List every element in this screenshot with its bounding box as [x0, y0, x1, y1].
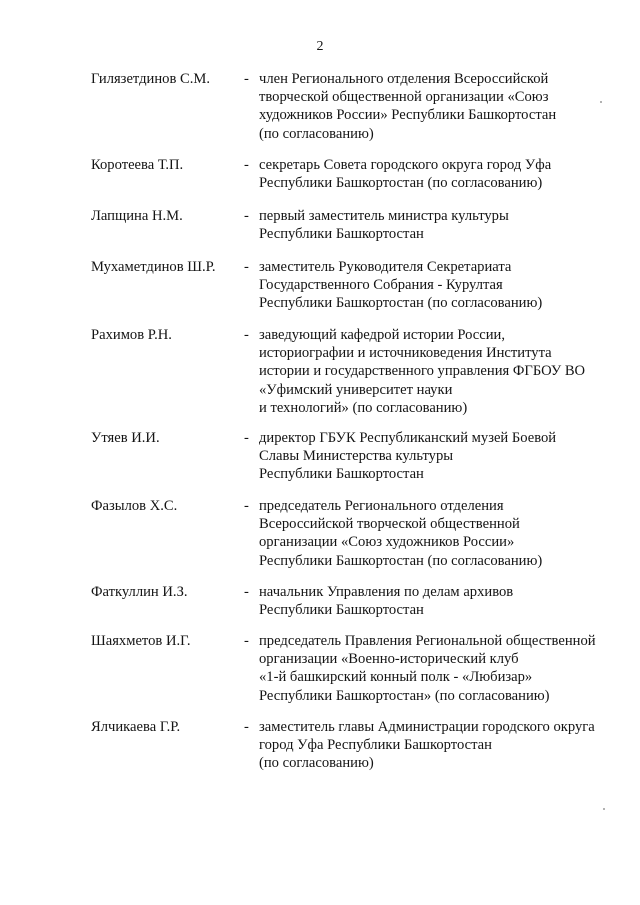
member-role	[259, 258, 631, 313]
role-line: член Регионального отделения Всероссийской	[259, 71, 549, 87]
member-name: Мухаметдинов Ш.Р.	[91, 259, 216, 275]
member-name: Фаткуллин И.З.	[91, 584, 188, 600]
role-line: организации «Союз художников России»	[259, 534, 515, 551]
separator-dash: -	[244, 71, 249, 87]
role-line: Всероссийской творческой общественной	[259, 516, 520, 533]
role-line: заведующий кафедрой истории России,	[259, 327, 505, 343]
member-role	[259, 583, 631, 619]
role-line: Государственного Собрания - Курултая	[259, 277, 503, 294]
member-role	[259, 207, 631, 243]
role-line: «1-й башкирский конный полк - «Любизар»	[259, 669, 533, 686]
page-number: 2	[316, 39, 324, 54]
role-line: председатель Регионального отделения	[259, 498, 504, 514]
role-line: начальник Управления по делам архивов	[259, 584, 514, 600]
role-line: (по согласованию)	[259, 755, 374, 772]
scan-speck	[600, 101, 602, 103]
separator-dash: -	[244, 430, 249, 446]
separator-dash: -	[244, 157, 249, 173]
separator-dash: -	[244, 259, 249, 275]
role-line: историографии и источниковедения Института	[259, 345, 552, 362]
role-line: творческой общественной организации «Союз	[259, 89, 549, 106]
role-line: директор ГБУК Республиканский музей Боевой	[259, 430, 557, 446]
role-line: заместитель Руководителя Секретариата	[259, 259, 512, 275]
role-line: (по согласованию)	[259, 125, 374, 142]
member-name: Шаяхметов И.Г.	[91, 633, 191, 649]
role-line: художников России» Республики Башкортостан	[259, 107, 557, 124]
role-line: заместитель главы Администрации городского округа	[259, 719, 595, 735]
member-name: Коротеева Т.П.	[91, 157, 184, 173]
member-role	[259, 497, 631, 570]
role-line: председатель Правления Региональной общественной	[259, 633, 596, 649]
member-name: Фазылов Х.С.	[91, 498, 178, 514]
separator-dash: -	[244, 327, 249, 343]
member-role	[259, 70, 631, 143]
separator-dash: -	[244, 633, 249, 649]
member-role	[259, 632, 631, 705]
role-line: Республики Башкортостан	[259, 466, 424, 483]
member-role	[259, 718, 631, 773]
role-line: истории и государственного управления ФГБОУ ВО	[259, 363, 586, 380]
role-line: первый заместитель министра культуры	[259, 208, 509, 224]
separator-dash: -	[244, 584, 249, 600]
role-line: и технологий» (по согласованию)	[259, 399, 468, 416]
separator-dash: -	[244, 719, 249, 735]
member-name: Рахимов Р.Н.	[91, 327, 172, 343]
role-line: «Уфимский университет науки	[259, 381, 453, 398]
separator-dash: -	[244, 498, 249, 514]
role-line: секретарь Совета городского округа город Уфа	[259, 157, 552, 173]
scan-speck	[603, 808, 605, 810]
separator-dash: -	[244, 208, 249, 224]
role-line: город Уфа Республики Башкортостан	[259, 737, 492, 754]
member-name: Утяев И.И.	[91, 430, 160, 446]
member-role	[259, 156, 631, 192]
role-line: Республики Башкортостан (по согласованию)	[259, 175, 543, 192]
role-line: Республики Башкортостан (по согласованию)	[259, 552, 543, 569]
member-role	[259, 326, 631, 417]
role-line: Республики Башкортостан	[259, 226, 424, 243]
role-line: Славы Министерства культуры	[259, 448, 454, 465]
role-line: Республики Башкортостан	[259, 602, 424, 619]
role-line: организации «Военно-исторический клуб	[259, 651, 519, 668]
member-name: Гилязетдинов С.М.	[91, 71, 211, 87]
member-role	[259, 429, 631, 484]
role-line: Республики Башкортостан» (по согласованию)	[259, 687, 550, 704]
member-name: Лапщина Н.М.	[91, 208, 183, 224]
role-line: Республики Башкортостан (по согласованию)	[259, 295, 543, 312]
member-name: Ялчикаева Г.Р.	[91, 719, 181, 735]
